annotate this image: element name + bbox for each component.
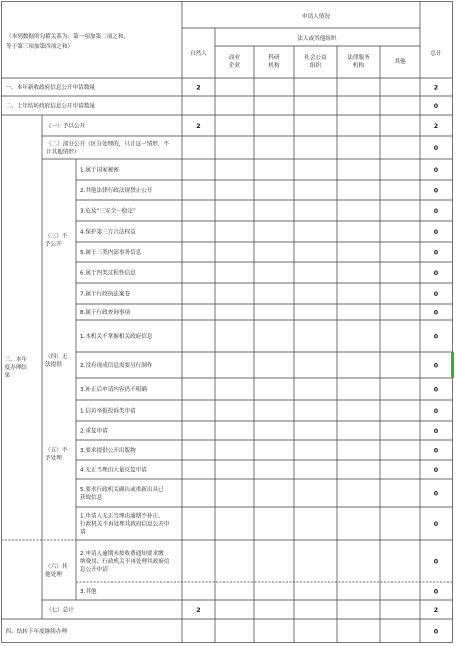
row-label: 1.本机关不掌握相关政府信息 (80, 334, 153, 340)
total-value: 0 (433, 521, 439, 528)
row-label: 3.其他 (80, 589, 97, 595)
row-label: 3.危及“三安全一稳定” (80, 208, 136, 215)
total-value: 0 (433, 309, 439, 317)
header-sub-col: 法律服务机构 (347, 55, 370, 69)
natural-person-value: 2 (196, 607, 201, 614)
header-legal-group: 法人或其他组织 (297, 36, 337, 42)
total-value: 0 (433, 408, 439, 415)
total-value: 0 (433, 428, 439, 435)
row-label: 2.申请人逾期未按收费通知要求缴纳费用、行政机关不再处理其政府信息公开申请 (80, 550, 170, 574)
row-label: 7.属于行政执法案卷 (80, 291, 131, 298)
row-label: 5.属于三类内部事务信息 (80, 250, 142, 256)
group-label-g5: （五）不予处理 (45, 447, 68, 462)
row-label: 3.补正后申请内容仍不明确 (80, 387, 147, 393)
total-value: 0 (433, 558, 439, 566)
row-label: 四、结转下年度继续办理 (5, 628, 68, 635)
total-value: 0 (433, 167, 439, 174)
total-value: 2 (433, 84, 439, 92)
row-label: （七）总计 (46, 607, 74, 614)
total-value: 0 (433, 249, 439, 257)
row-label: 1.信访举报投诉类申请 (80, 408, 136, 415)
total-value: 0 (433, 270, 439, 277)
group-label-g6: （六）其他处理 (45, 563, 68, 579)
group-label-g3: （三）不予公开 (45, 233, 68, 248)
header-sub-col: 商业企业 (228, 55, 241, 69)
header-sub-col: 社会公益组织 (304, 55, 327, 69)
total-value: 0 (433, 291, 439, 298)
row-label: 2.没有现成信息需要另行制作 (80, 363, 153, 369)
group-label-section3: 三、本年度办理结果 (4, 356, 27, 380)
row-label: 8.属于行政查询事项 (80, 310, 131, 316)
row-label: 5.要求行政机关确认或重新出具已获取信息 (80, 486, 164, 502)
total-value: 0 (433, 145, 439, 152)
row-label: （二）部分公开（区分处理的，只计这一情形，不计其他情形） (46, 141, 170, 156)
total-value: 0 (433, 628, 439, 636)
total-value: 2 (433, 123, 439, 130)
row-label: 1.属于国家秘密 (80, 167, 119, 174)
header-sub-col: 科研机构 (268, 55, 280, 69)
total-value: 0 (433, 229, 439, 236)
natural-person-value: 2 (196, 84, 201, 92)
total-value: 0 (433, 447, 439, 455)
row-label: 2.其他法律行政法规禁止公开 (80, 188, 153, 194)
total-value: 0 (433, 467, 439, 474)
total-value: 0 (433, 187, 439, 195)
row-label: 1.申请人无正当理由逾期不补正、行政机关不再处理其政府信息公开申请 (80, 513, 170, 536)
natural-person-value: 2 (196, 123, 201, 130)
row-label: 2.重复申请 (80, 428, 108, 435)
total-value: 0 (433, 362, 439, 370)
header-applicant-group: 申请人情况 (302, 14, 330, 20)
group-label-g4: （四）无法提供 (45, 353, 68, 369)
header-note-line1: （本列数据的勾稽关系为：第一项加第二项之和， (6, 34, 130, 40)
total-value: 0 (433, 588, 439, 596)
total-value: 0 (433, 386, 439, 394)
cell-cursor-mark (451, 352, 454, 378)
row-label: 3.要求提供公开出版物 (80, 448, 136, 454)
total-value: 0 (433, 333, 439, 341)
total-value: 0 (433, 103, 439, 110)
row-label: （一）予以公开 (46, 123, 86, 130)
header-note-line2: 等于第三项加第四项之和） (6, 44, 74, 50)
header-sub-col: 其他 (394, 59, 406, 65)
total-value: 0 (433, 208, 439, 215)
row-label: 4.保护第三方合法权益 (80, 229, 136, 236)
row-label: 二、上年结转政府信息公开申请数量 (5, 103, 96, 110)
row-label: 一、本年新收政府信息公开申请数量 (5, 85, 96, 91)
header-natural-person: 自然人 (190, 51, 207, 57)
total-value: 0 (433, 490, 439, 498)
total-value: 2 (433, 607, 439, 614)
row-label: 6.属于四类过程性信息 (80, 270, 136, 277)
row-label: 4.无正当理由大量反复申请 (80, 467, 147, 474)
header-total: 总计 (430, 51, 442, 57)
